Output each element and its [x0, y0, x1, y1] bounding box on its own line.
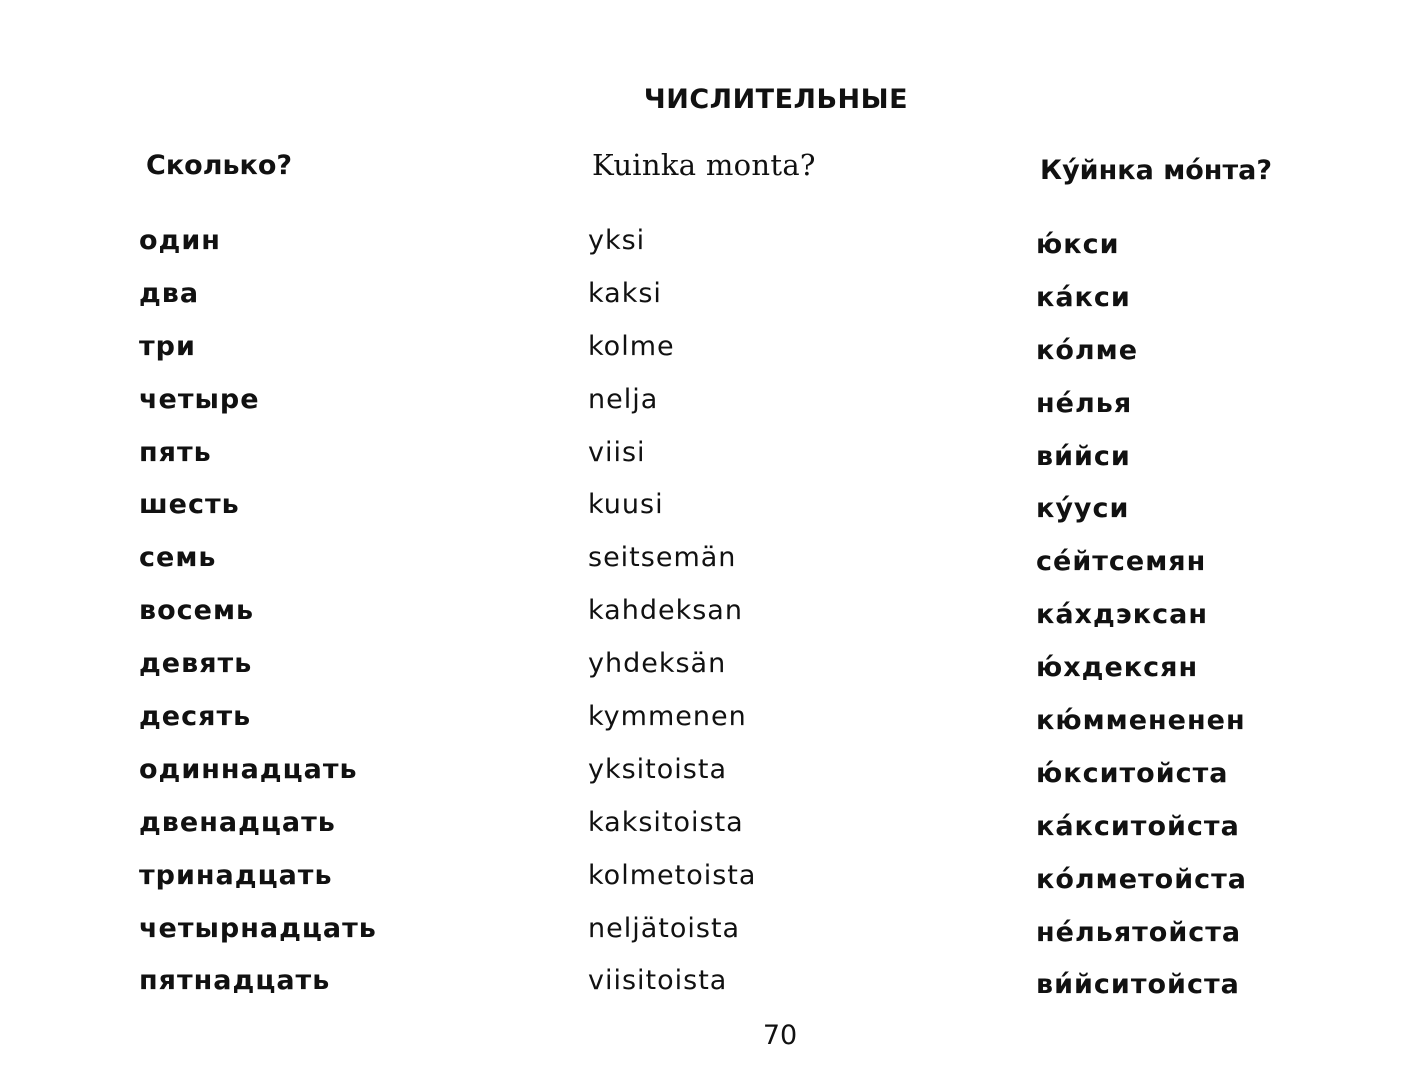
- page-title: ЧИСЛИТЕЛЬНЫЕ: [643, 84, 909, 115]
- list-item: кю́ммененен: [1036, 705, 1246, 737]
- list-item: ка́кситойста: [1036, 810, 1240, 842]
- list-item: шесть: [139, 489, 240, 521]
- list-item: ка́хдэксан: [1036, 599, 1208, 631]
- list-item: двенадцать: [139, 806, 336, 838]
- list-item: не́льятойста: [1036, 916, 1242, 948]
- list-item: девять: [139, 648, 253, 680]
- list-item: одиннадцать: [139, 753, 358, 785]
- list-item: yksi: [588, 225, 646, 256]
- list-item: ко́лме: [1036, 334, 1139, 366]
- list-item: kaksitoista: [588, 806, 744, 838]
- list-item: ко́лметойста: [1036, 863, 1248, 895]
- header-finnish: Kuinka monta?: [592, 148, 816, 182]
- list-item: се́йтсемян: [1036, 546, 1207, 578]
- list-item: ку́уси: [1036, 493, 1130, 525]
- list-item: ю́кситойста: [1036, 757, 1229, 789]
- header-russian: Сколько?: [146, 150, 293, 181]
- list-item: viisi: [588, 436, 646, 468]
- list-item: четыре: [139, 383, 260, 415]
- list-item: ви́йситойста: [1036, 969, 1240, 1001]
- list-item: семь: [139, 542, 217, 574]
- list-item: четырнадцать: [139, 912, 377, 944]
- list-item: три: [139, 330, 196, 362]
- list-item: два: [139, 277, 200, 309]
- list-item: пятнадцать: [139, 965, 331, 997]
- list-item: тринадцать: [139, 859, 333, 891]
- list-item: nelja: [588, 383, 659, 415]
- list-item: kaksi: [588, 277, 662, 309]
- list-item: ви́йси: [1036, 440, 1131, 472]
- list-item: пять: [139, 436, 212, 468]
- list-item: seitsemän: [588, 542, 737, 574]
- list-item: не́лья: [1036, 387, 1133, 419]
- finnish-numerals-list: [588, 220, 756, 1013]
- list-item: восемь: [139, 595, 255, 627]
- list-item: kuusi: [588, 489, 664, 521]
- header-transcription: Ку́йнка мо́нта?: [1040, 155, 1272, 186]
- list-item: ю́кси: [1036, 229, 1120, 260]
- list-item: kolmetoista: [588, 859, 757, 891]
- transcription-list: [1036, 224, 1247, 1017]
- list-item: десять: [139, 701, 252, 733]
- russian-numerals-list: [139, 220, 377, 1013]
- list-item: neljätoista: [588, 912, 741, 944]
- page-number: 70: [762, 1020, 798, 1051]
- list-item: kymmenen: [588, 701, 747, 733]
- list-item: yhdeksän: [588, 648, 727, 680]
- list-item: viisitoista: [588, 965, 728, 997]
- list-item: kolme: [588, 330, 675, 362]
- list-item: один: [139, 225, 221, 256]
- list-item: kahdeksan: [588, 595, 743, 627]
- list-item: ка́кси: [1036, 281, 1131, 313]
- list-item: ю́хдексян: [1036, 652, 1199, 684]
- list-item: yksitoista: [588, 753, 727, 785]
